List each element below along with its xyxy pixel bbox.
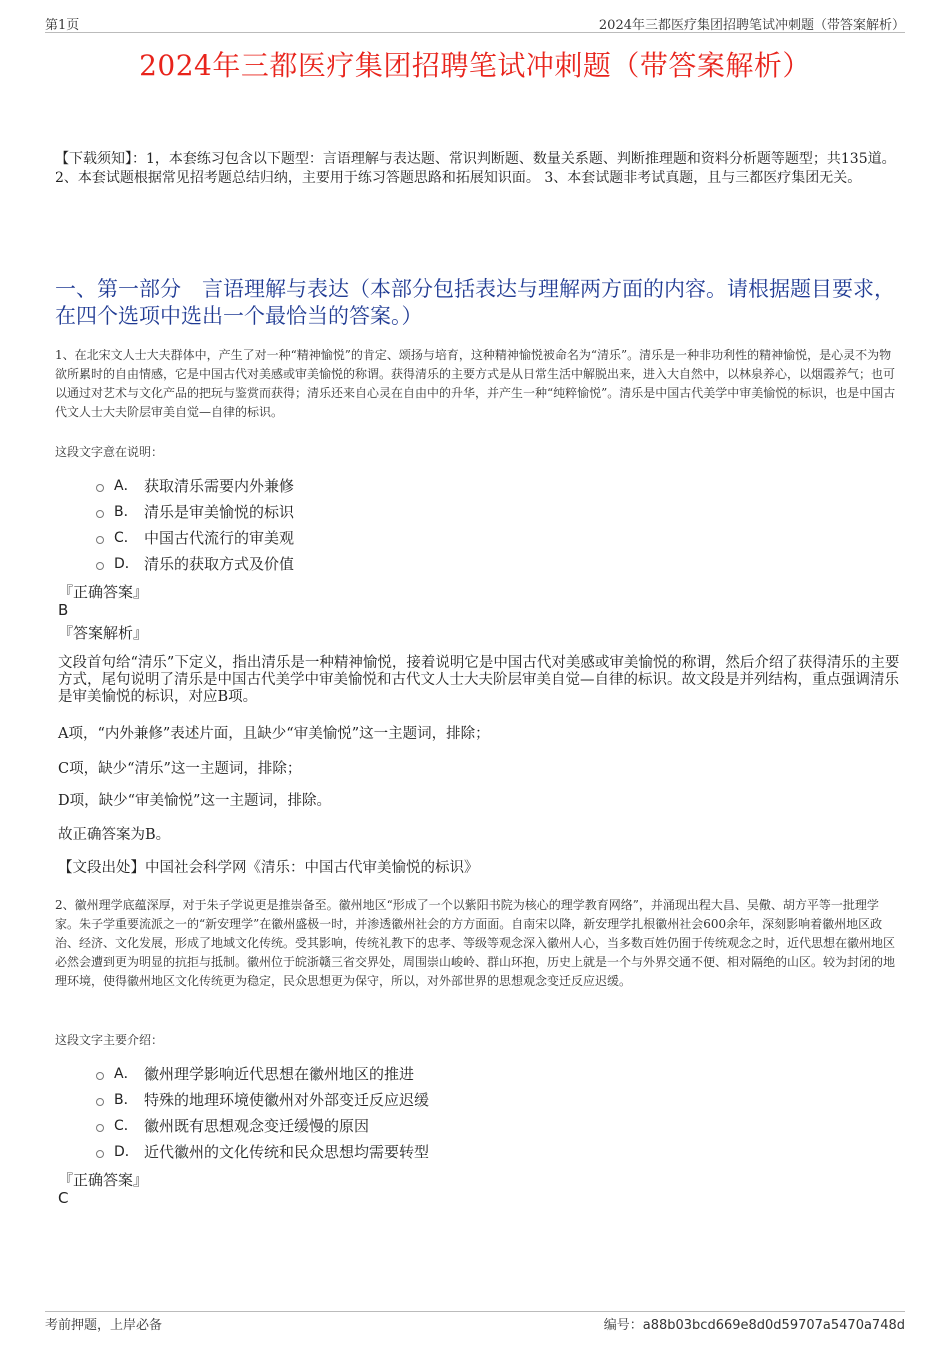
page-footer [45,1311,905,1334]
analysis-label: 『答案解析』 [58,624,149,642]
question-1-prompt: 这段文字意在说明： [55,445,164,459]
answer-value: B [58,601,69,619]
radio-icon[interactable] [96,1124,104,1132]
question-2-stem: 2、徽州理学底蕴深厚，对于朱子学说更是推崇备至。徽州地区“形成了一个以紫阳书院为核心的理学教育网络”，并涌现出程大昌、吴儆、胡方平等一批理学家。朱子学重要流派之一的“新安理学”在徽州盛极一时，并渗透徽州社会的方方面面。自南宋以降，新安理学扎根徽州社会600余年，深刻影响着徽州地区政治、经济、文化发展，形成了地域文化传统。受其影响，传统礼教下的忠孝、等级等观念深入徽州人心，当多数百姓仍囿于传统观念之时，近代思想在徽州地区必然会遭到更为明显的抗拒与抵制。徽州位于皖浙赣三省交界处，周围崇山峻岭、群山环抱，历史上就是一个与外界交通不便、相对隔绝的山区。较为封闭的地理环境，使得徽州地区文化传统更为稳定，民众思想更为保守，所以，对外部世界的思想观念变迁反应迟缓。 [55,898,896,988]
option-b[interactable]: B． 特殊的地理环境使徽州对外部变迁反应迟缓 [96,1086,429,1112]
option-d[interactable]: D． 近代徽州的文化传统和民众思想均需要转型 [96,1138,429,1164]
analysis-note-a: A项，“内外兼修”表述片面，且缺少“审美愉悦”这一主题词，排除； [58,726,490,742]
radio-icon[interactable] [96,510,104,518]
option-c[interactable]: C． 徽州既有思想观念变迁缓慢的原因 [96,1112,429,1138]
document-code: 编号：a88b03bcd669e8d0d59707a5470a748d [603,1318,905,1333]
passage-source: 【文段出处】中国社会科学网《清乐：中国古代审美愉悦的标识》 [58,860,479,876]
header-doc-title: 2024年三都医疗集团招聘笔试冲刺题（带答案解析） [598,18,905,33]
section-heading: 一、第一部分 言语理解与表达（本部分包括表达与理解两方面的内容。请根据题目要求，在四个选项中选出一个最恰当的答案。） [55,277,895,328]
radio-icon[interactable] [96,536,104,544]
radio-icon[interactable] [96,484,104,492]
question-2-prompt: 这段文字主要介绍： [55,1033,164,1047]
answer-label: 『正确答案』 [58,1171,149,1189]
radio-icon[interactable] [96,1072,104,1080]
radio-icon[interactable] [96,562,104,570]
option-a[interactable]: A． 徽州理学影响近代思想在徽州地区的推进 [96,1060,429,1086]
radio-icon[interactable] [96,1098,104,1106]
footer-slogan: 考前押题，上岸必备 [45,1318,163,1333]
analysis-text: 文段首句给“清乐”下定义，指出清乐是一种精神愉悦，接着说明它是中国古代对美感或审美愉悦的称谓，然后介绍了获得清乐的主要方式，尾句说明了清乐是中国古代美学中审美愉悦和古代文人士大夫阶层审美自觉—自律的标识。故文段是并列结构，重点强调清乐是审美愉悦的标识，对应B项。 [58,655,900,705]
page-number: 第1页 [45,18,80,33]
option-b[interactable]: B． 清乐是审美愉悦的标识 [96,498,294,524]
analysis-note-c: C项，缺少“清乐”这一主题词，排除； [58,761,302,777]
option-a[interactable]: A． 获取清乐需要内外兼修 [96,472,294,498]
question-2-options [96,1060,429,1164]
option-d[interactable]: D． 清乐的获取方式及价值 [96,550,294,576]
download-notice: 【下载须知】：1，本套练习包含以下题型：言语理解与表达题、常识判断题、数量关系题、判断推理题和资料分析题等题型；共135道。 2、本套试题根据常见招考题总结归纳，主要用于练习答题思路和拓展知识面。 3、本套试题非考试真题，且与三都医疗集团无关。 [55,151,896,186]
radio-icon[interactable] [96,1150,104,1158]
page-header [45,14,905,33]
option-c[interactable]: C． 中国古代流行的审美观 [96,524,294,550]
answer-label: 『正确答案』 [58,583,149,601]
analysis-conclusion: 故正确答案为B。 [58,827,171,843]
document-title: 2024年三都医疗集团招聘笔试冲刺题（带答案解析） [139,49,811,82]
answer-value: C [58,1189,69,1207]
question-1-stem: 1、在北宋文人士大夫群体中，产生了对一种“精神愉悦”的肯定、颂扬与培育，这种精神愉悦被命名为“清乐”。清乐是一种非功利性的精神愉悦，是心灵不为物欲所累时的自由情感，它是中国古代对美感或审美愉悦的称谓。获得清乐的主要方式是从日常生活中解脱出来，进入大自然中，以林泉养心，以烟霞养气；也可以通过对艺术与文化产品的把玩与鉴赏而获得；清乐还来自心灵在自由中的升华，并产生一种“纯粹愉悦”。清乐是中国古代美学中审美愉悦的标识，也是中国古代文人士大夫阶层审美自觉—自律的标识。 [55,348,896,419]
question-1-options [96,472,294,576]
analysis-note-d: D项，缺少“审美愉悦”这一主题词，排除。 [58,793,331,809]
